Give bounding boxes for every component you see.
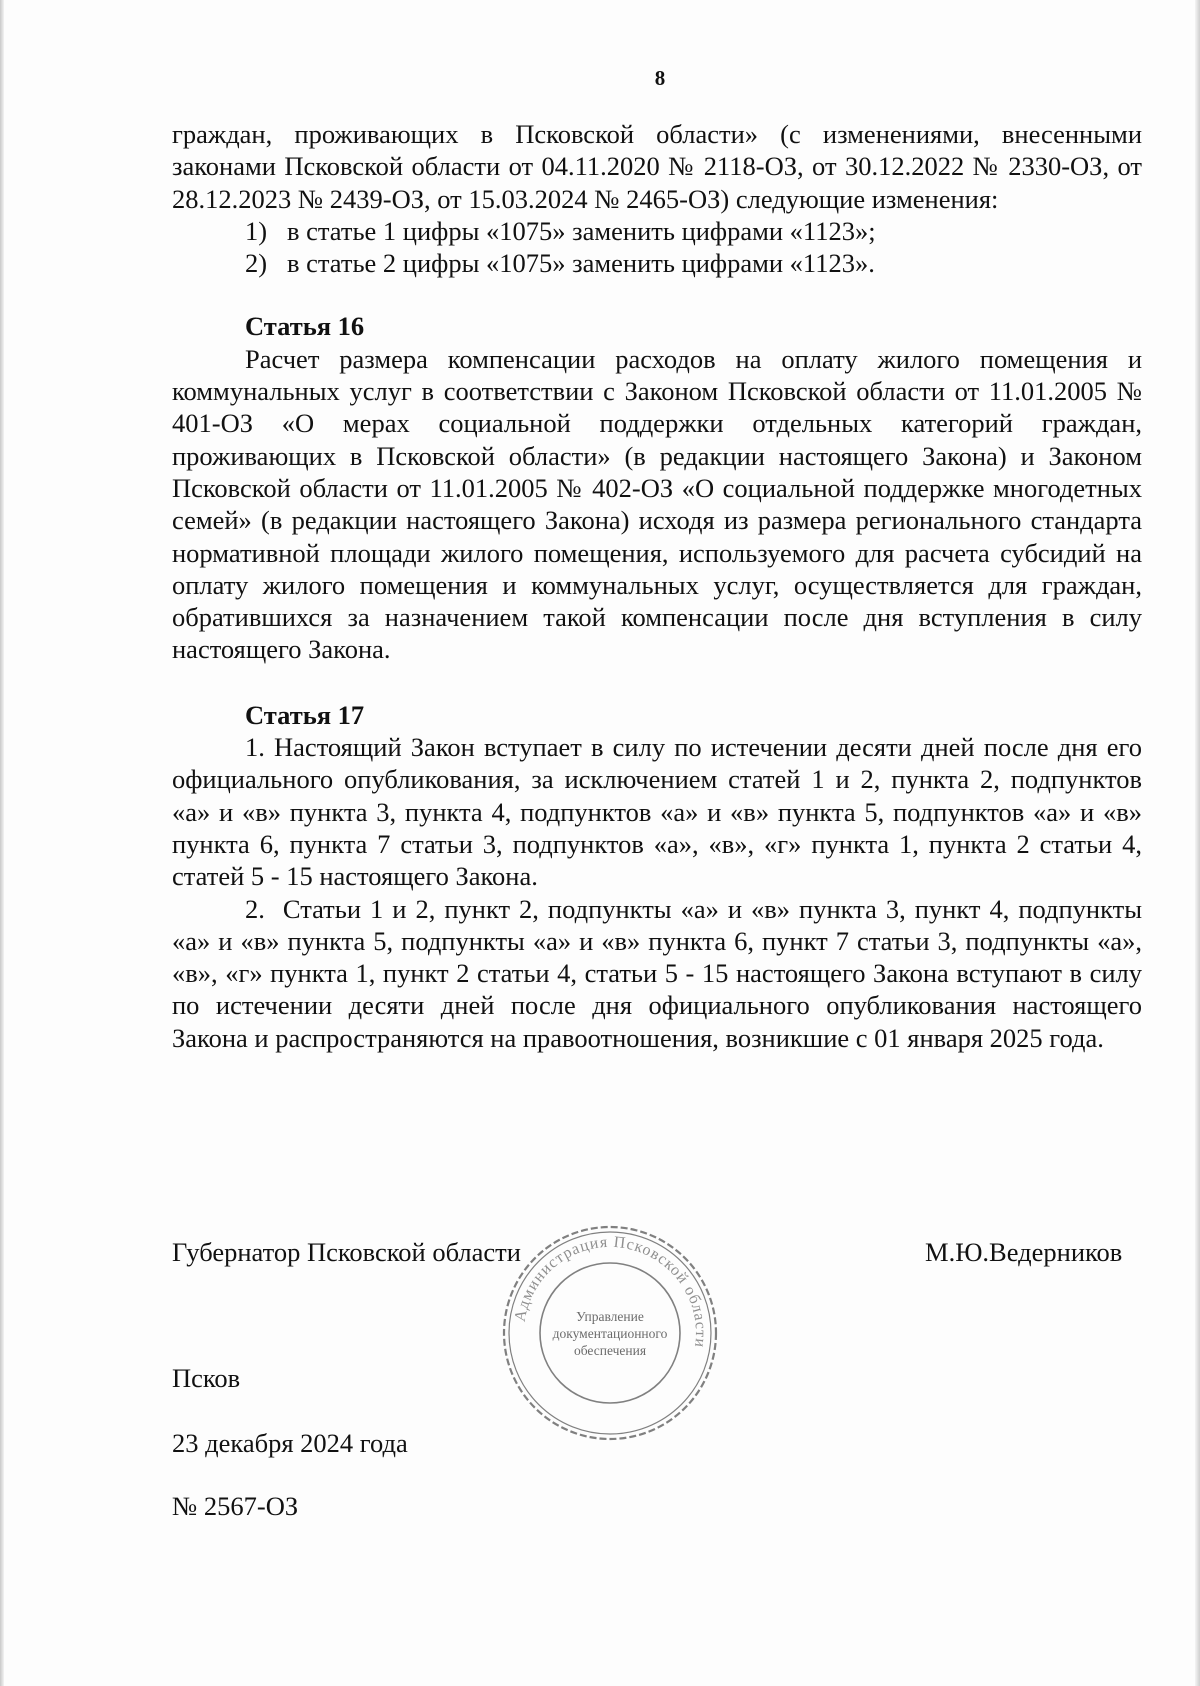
article-16-text: Расчет размера компенсации расходов на оплату жилого помещения и коммунальных услуг в соответствии с Законом Псковской области от 11.01.2005 № 401-ОЗ «О мерах социальной поддержки отдельных категорий граждан, проживающих в Псковской области» (в редакции настоящего Закона) и Законом Псковской области от 11.01.2005 № 402-ОЗ «О социальной поддержке многодетных семей» (в редакции настоящего Закона) исходя из размера регионального стандарта нормативной площади жилого помещения, используемого для расчета субсидий на оплату жилого помещения и коммунальных услуг, осуществляется для граждан, обратившихся за назначением такой компенсации после дня вступления в силу настоящего Закона.	[172, 343, 1142, 665]
scan-edge-left	[0, 0, 4, 1686]
stamp-ring-text: Администрация Псковской области	[511, 1233, 710, 1349]
stamp-line-1: Управление	[576, 1309, 644, 1324]
amendment-number: 1)	[245, 215, 268, 246]
article-17-point-2: 2. Статьи 1 и 2, пункт 2, подпункты «а» и «в» пункта 3, пункт 4, подпункты «а» и «в» пункта 5, подпункты «а» и «в» пункта 6, пункт 7 статьи 3, подпункты «а», «в», «г» пункта 1, пункт 2 статьи 4, статьи 5 - 15 настоящего Закона вступают в силу по истечении десяти дней после дня официального опубликования настоящего Закона и распространяются на правоотношения, возникшие с 01 января 2025 года.	[172, 893, 1149, 1053]
date: 23 декабря 2024 года	[172, 1428, 408, 1458]
place: Псков	[172, 1363, 241, 1393]
amendment-item	[172, 215, 1142, 247]
intro-paragraph: граждан, проживающих в Псковской области» (с изменениями, внесенными законами Псковской области от 04.11.2020 № 2118-ОЗ, от 30.12.2022 № 2330-ОЗ, от 28.12.2023 № 2439-ОЗ, от 15.03.2024 № 2465-ОЗ) следующие изменения:	[172, 119, 1142, 214]
article-17-heading: Статья 17	[245, 699, 365, 730]
scan-edge-right	[1195, 0, 1200, 1686]
amendment-number: 2)	[245, 248, 268, 279]
signatory-title: Губернатор Псковской области	[172, 1237, 521, 1267]
page-number: 8	[654, 66, 666, 90]
amendment-text: в статье 2 цифры «1075» заменить цифрами «1123».	[287, 248, 875, 279]
document-body	[172, 118, 1149, 1054]
stamp-line-2: документационного	[552, 1326, 668, 1341]
amendment-item	[172, 247, 1142, 279]
amendment-text: в статье 1 цифры «1075» заменить цифрами «1123»;	[287, 215, 876, 246]
article-16-heading: Статья 16	[245, 311, 365, 342]
article-17-point-1: 1. Настоящий Закон вступает в силу по истечении десяти дней после дня его официального опубликования, за исключением статей 1 и 2, пункта 2, подпунктов «а» и «в» пункта 3, пункта 4, подпунктов «а» и «в» пункта 5, подпунктов «а» и «в» пункта 6, пункта 7 статьи 3, подпунктов «а», «в», «г» пункта 1, пункта 2 статьи 4, статей 5 - 15 настоящего Закона.	[172, 732, 1142, 892]
law-number: № 2567-ОЗ	[172, 1491, 299, 1521]
stamp-line-3: обеспечения	[573, 1343, 647, 1358]
official-stamp	[497, 1220, 723, 1446]
signatory-name: М.Ю.Ведерников	[925, 1237, 1123, 1267]
